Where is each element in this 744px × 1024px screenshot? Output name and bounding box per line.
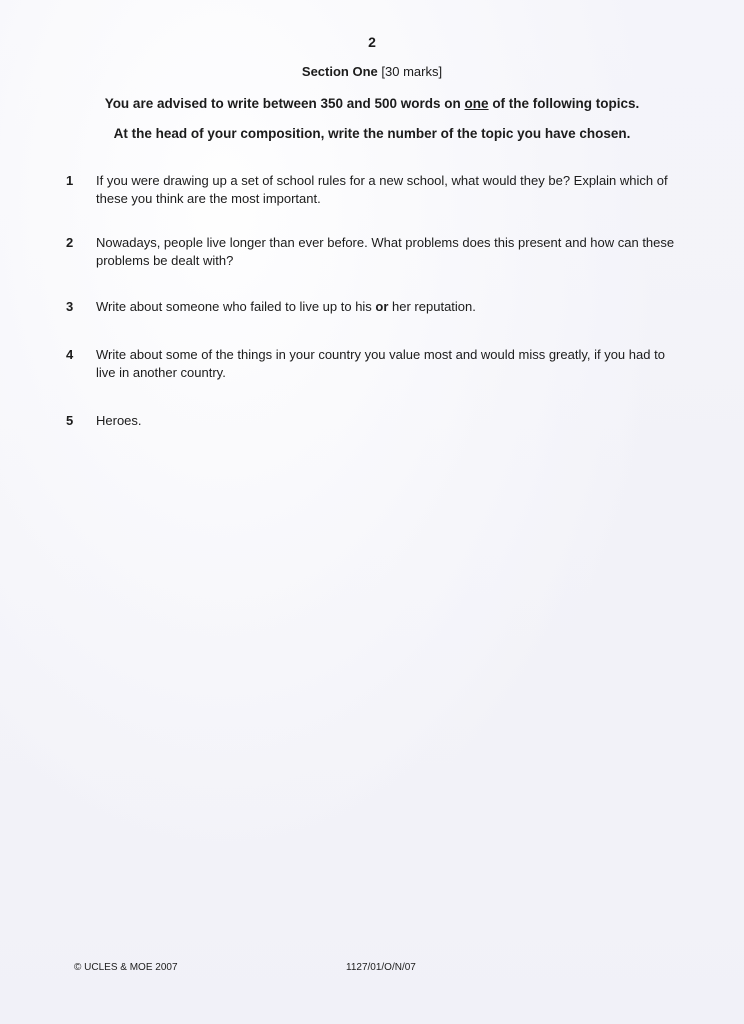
section-marks: [30 marks]	[381, 64, 443, 79]
footer-paper-code: 1127/01/O/N/07	[346, 962, 416, 973]
topic-text-bold: or	[375, 299, 389, 314]
topic-number: 3	[66, 299, 74, 314]
footer-copyright: © UCLES & MOE 2007	[74, 962, 178, 973]
instruction-word-count-end: of the following topics.	[488, 96, 640, 111]
page-number: 2	[368, 34, 376, 50]
instruction-emphasis-one: one	[464, 96, 489, 111]
topic-item-2	[66, 234, 686, 270]
topic-item-1	[66, 172, 686, 208]
topic-number: 4	[66, 347, 74, 362]
topic-text: Heroes.	[96, 413, 142, 428]
topic-number: 2	[66, 235, 74, 250]
topic-item-4	[66, 346, 686, 382]
section-title: Section One	[301, 64, 378, 79]
topic-text: If you were drawing up a set of school rules for a new school, what would they be? Explain which of these you think are the most important.	[96, 173, 668, 206]
topic-text-end: her reputation.	[388, 299, 476, 314]
topic-text: Write about some of the things in your country you value most and would miss greatly, if you had to live in another country.	[96, 347, 665, 380]
topic-number: 5	[66, 413, 74, 428]
instruction-word-count-start: You are advised to write between 350 and 500 words on	[104, 96, 465, 111]
topic-item-5	[66, 412, 686, 430]
instruction-word-count	[0, 96, 744, 111]
topic-item-3	[66, 298, 686, 316]
topic-number: 1	[66, 173, 74, 188]
topic-text-start: Write about someone who failed to live up to his	[96, 299, 376, 314]
topic-text	[96, 299, 476, 314]
topic-text: Nowadays, people live longer than ever before. What problems does this present and how can these problems be dealt with?	[96, 235, 675, 268]
section-heading	[0, 64, 744, 79]
topic-list	[66, 172, 686, 430]
instruction-topic-number: At the head of your composition, write the number of the topic you have chosen.	[113, 126, 631, 141]
